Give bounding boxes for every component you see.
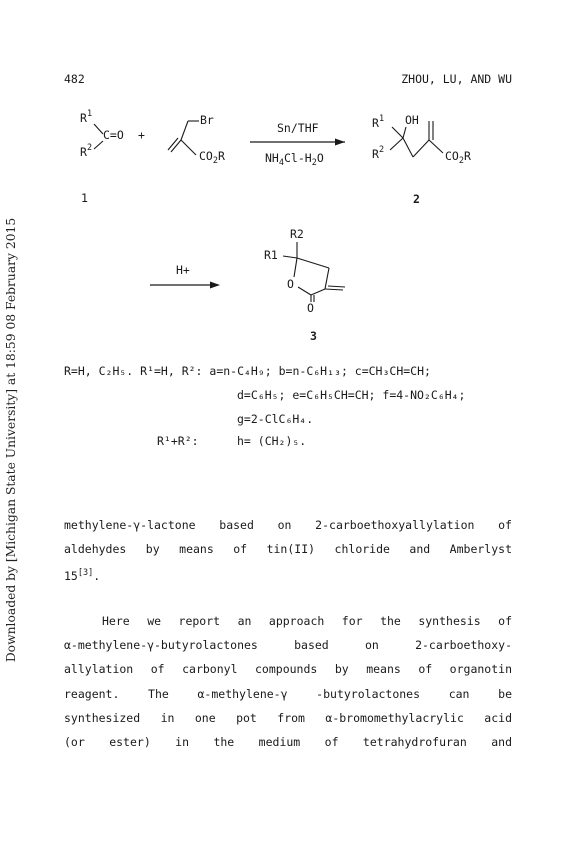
hydroxyl-label: OH bbox=[405, 113, 419, 127]
paragraph-line: reagent. The α-methylene-γ -butyrolactones can be bbox=[64, 686, 512, 701]
definitions-line-4-label: R¹+R²: bbox=[157, 434, 199, 448]
paragraph-line bbox=[64, 561, 512, 588]
paragraph-line: methylene-γ-lactone based on 2-carboethoxyallylation of bbox=[64, 518, 512, 532]
reagent-above-arrow: Sn/THF bbox=[277, 121, 319, 135]
svg-text:R2: $R^2$ bbox=[80, 143, 93, 159]
paragraph-line: Here we report an approach for the synthesis of bbox=[102, 614, 512, 628]
acid-reagent: H+ bbox=[176, 263, 190, 277]
definitions-line-3: g=2-ClC₆H₄. bbox=[237, 412, 314, 426]
body-paragraph-2 bbox=[64, 609, 512, 754]
svg-text:R2: $R^2$ bbox=[372, 145, 385, 161]
paragraph-line: α-methylene-γ-butyrolactones based on 2-carboethoxy- bbox=[64, 638, 512, 653]
reaction-arrow-1 bbox=[250, 121, 345, 168]
product-homoallylic-alcohol bbox=[372, 113, 471, 166]
svg-text:CO2R: $CO_2R$ bbox=[199, 149, 225, 166]
carbonyl-group: C=O bbox=[103, 128, 124, 142]
svg-text:R1: $R^1$ bbox=[372, 114, 385, 130]
carbonyl-oxygen: O bbox=[307, 301, 314, 315]
running-head: ZHOU, LU, AND WU bbox=[401, 72, 512, 86]
reaction-scheme bbox=[0, 0, 580, 350]
svg-text:CO2R: $CO_2R$ bbox=[445, 149, 471, 166]
paragraph-line: synthesized in one pot from α-bromomethylacrylic acid bbox=[64, 710, 512, 725]
definitions-line-2: d=C₆H₅; e=C₆H₅CH=CH; f=4-NO₂C₆H₄; bbox=[237, 388, 466, 402]
reactant-carbonyl bbox=[80, 109, 145, 159]
plus-sign: + bbox=[138, 128, 145, 142]
ring-oxygen: O bbox=[287, 277, 294, 291]
paragraph-line: allylation of carbonyl compounds by means of organotin bbox=[64, 662, 512, 677]
product-lactone bbox=[264, 227, 345, 315]
svg-text:R1: $R^1$ bbox=[80, 109, 93, 125]
compound-label-2: 2 bbox=[413, 192, 420, 206]
sentence-end: . bbox=[93, 569, 101, 584]
reactant-bromomethylacrylate bbox=[168, 113, 225, 166]
paragraph-line: (or ester) in the medium of tetrahydrofuran and bbox=[64, 735, 512, 750]
bromine-label: Br bbox=[200, 113, 214, 127]
download-watermark-text: Downloaded by [Michigan State University] at 18:59 08 February 2015 bbox=[4, 217, 18, 663]
substituent-r1: R1 bbox=[264, 248, 278, 262]
citation-reference: [3] bbox=[77, 568, 94, 579]
amberlyst-grade: 15 bbox=[64, 569, 78, 584]
reagent-below-arrow: $NH_4Cl-H_2O$ bbox=[265, 151, 324, 168]
paragraph-line: aldehydes by means of tin(II) chloride and Amberlyst bbox=[64, 542, 512, 557]
substituent-r2: R2 bbox=[290, 227, 304, 241]
compound-label-3: 3 bbox=[310, 329, 317, 343]
definitions-line-1: R=H, C₂H₅. R¹=H, R²: a=n-C₄H₉; b=n-C₆H₁₃; c=CH₃CH=CH; bbox=[64, 364, 431, 378]
page-number: 482 bbox=[64, 72, 85, 86]
body-paragraph-1 bbox=[64, 513, 512, 589]
compound-label-1: 1 bbox=[81, 191, 88, 205]
definitions-line-4-value: h= (CH₂)₅. bbox=[237, 434, 307, 448]
reaction-arrow-2 bbox=[150, 263, 220, 289]
